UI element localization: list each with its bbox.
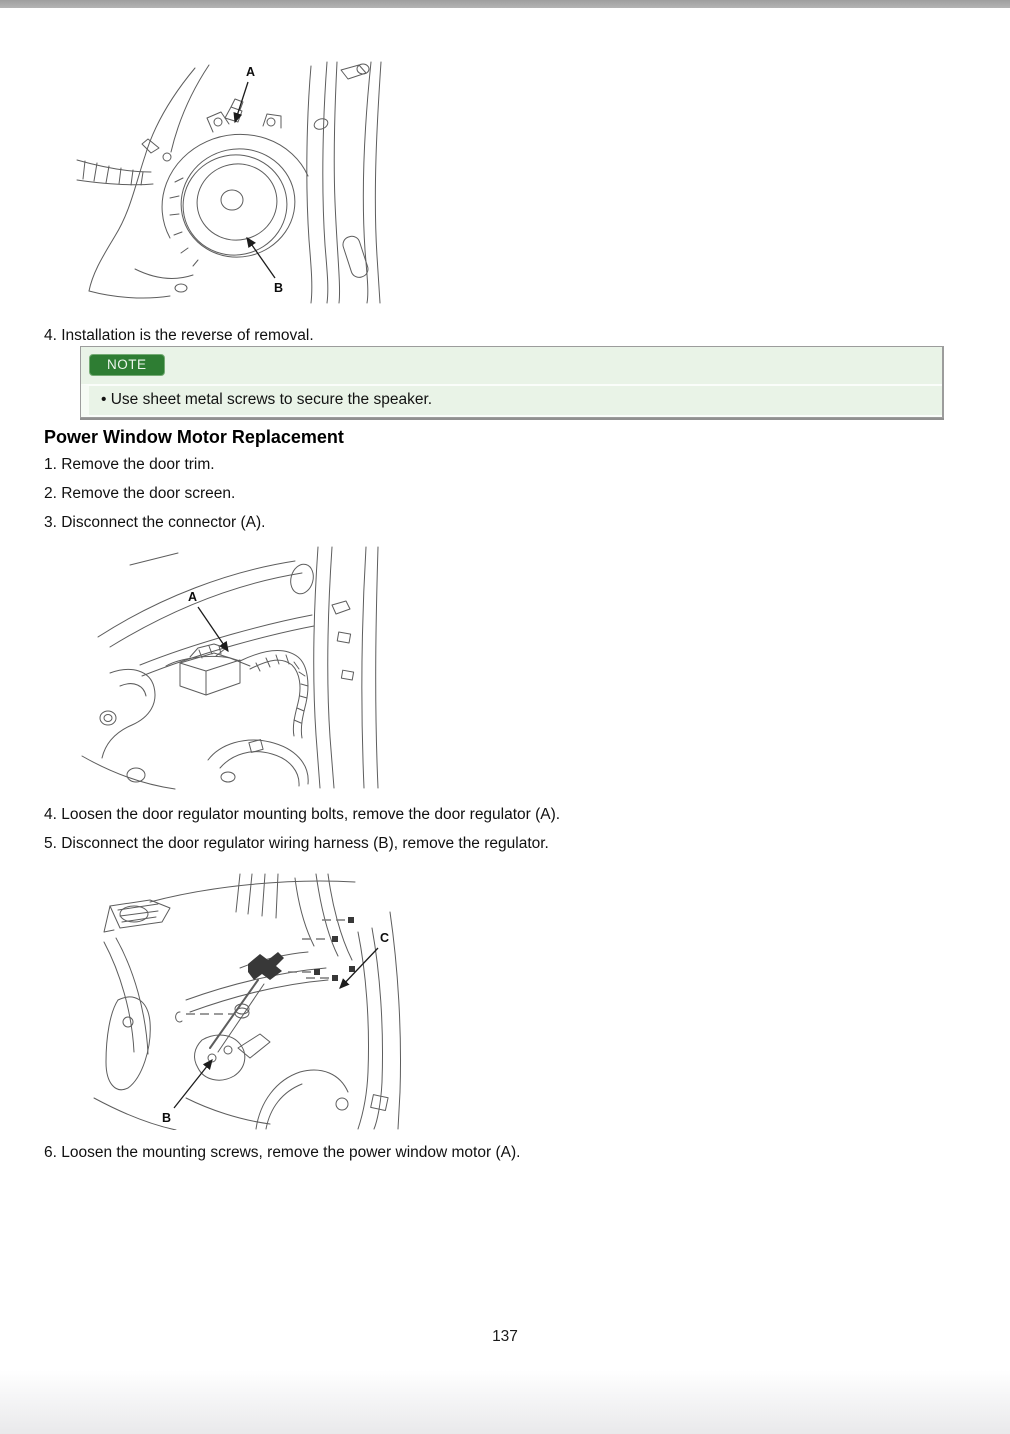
step-item: 4. Loosen the door regulator mounting bolts, remove the door regulator (A). <box>44 806 561 823</box>
step-item: 6. Loosen the mounting screws, remove the power window motor (A). <box>44 1144 521 1161</box>
page-number: 137 <box>492 1328 518 1345</box>
regulator-diagram-art <box>90 872 410 1130</box>
figure-speaker-diagram <box>75 60 395 305</box>
page-bottom-shadow <box>0 1370 1010 1434</box>
note-badge: NOTE <box>89 354 165 376</box>
step-item: 2. Remove the door screen. <box>44 485 236 502</box>
figure1-label-a: A <box>246 65 256 79</box>
figure-connector-diagram <box>80 545 400 790</box>
figure3-label-b: B <box>162 1111 172 1125</box>
section-heading: Power Window Motor Replacement <box>44 427 344 447</box>
step-item: 5. Disconnect the door regulator wiring harness (B), remove the regulator. <box>44 835 549 852</box>
connector-diagram-art <box>80 545 400 790</box>
figure3-label-c: C <box>380 931 390 945</box>
speaker-diagram-art <box>75 60 395 305</box>
page-top-border <box>0 0 1010 8</box>
figure2-label-a: A <box>188 590 198 604</box>
note-text: • Use sheet metal screws to secure the speaker. <box>81 384 942 417</box>
figure1-label-b: B <box>274 281 284 295</box>
step-item: 3. Disconnect the connector (A). <box>44 514 266 531</box>
step-item: 1. Remove the door trim. <box>44 456 215 473</box>
note-box <box>80 346 944 418</box>
note-header <box>81 347 942 384</box>
speaker-final-step: 4. Installation is the reverse of removal. <box>44 327 314 344</box>
figure-regulator-diagram <box>90 872 410 1130</box>
